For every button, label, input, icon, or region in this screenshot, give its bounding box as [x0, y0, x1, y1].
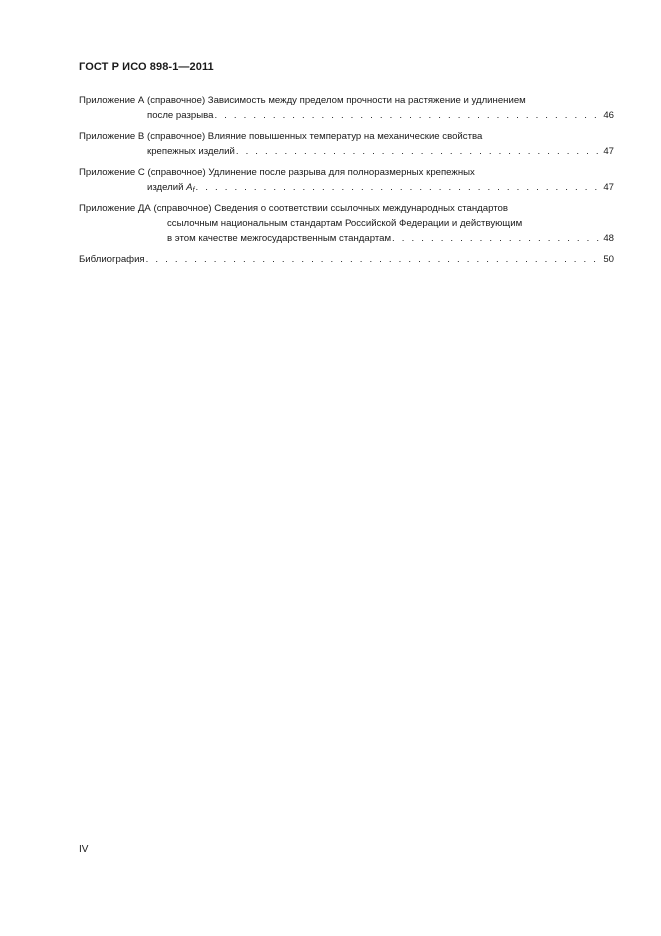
page-number: IV [79, 844, 89, 855]
toc-entry-title: Приложение ДА (справочное) Сведения о соответствии ссылочных международных стандартов [79, 203, 508, 214]
toc-entry-title-cont [147, 180, 195, 198]
toc-entry-leader-line [79, 231, 614, 246]
title-prefix: изделий [147, 182, 187, 193]
toc-entry-title-cont: после разрыва [147, 110, 214, 121]
toc-page-number: 47 [603, 182, 614, 193]
toc-entry-leader-line [79, 252, 614, 267]
toc-entry-title-cont: в этом качестве межгосударственным стандартам [167, 233, 392, 244]
toc-entry-title: Приложение В (справочное) Влияние повышенных температур на механические свойства [79, 131, 483, 142]
toc-page-number: 48 [603, 233, 614, 244]
toc-entry-title: Приложение А (справочное) Зависимость между пределом прочности на растяжение и удлинением [79, 95, 526, 106]
dot-leader [214, 108, 602, 123]
toc-entry-leader-line [79, 144, 614, 159]
toc-entry-appendix-da[interactable] [79, 201, 614, 246]
toc-entry-leader-line [79, 180, 614, 195]
symbol-elongation: A [186, 182, 193, 193]
toc-entry-title-cont: ссылочным национальным стандартам Российской Федерации и действующим [167, 218, 523, 229]
toc-entry-title: Библиография [79, 254, 145, 265]
toc-entry-appendix-a[interactable] [79, 93, 614, 123]
dot-leader [236, 144, 602, 159]
dot-leader [196, 180, 603, 195]
toc-page-number: 46 [603, 110, 614, 121]
toc-entry-title-cont: крепежных изделий [147, 146, 235, 157]
toc-page-number: 50 [603, 254, 614, 265]
toc-entry-leader-line [79, 108, 614, 123]
dot-leader [392, 231, 602, 246]
toc-entry-bibliography[interactable] [79, 252, 614, 267]
toc-entry-appendix-b[interactable] [79, 129, 614, 159]
toc-entry-appendix-c[interactable] [79, 165, 614, 195]
toc-page-number: 47 [603, 146, 614, 157]
toc-entry-title: Приложение С (справочное) Удлинение после разрыва для полноразмерных крепежных [79, 167, 475, 178]
symbol-subscript: f [192, 187, 195, 194]
dot-leader [146, 252, 603, 267]
table-of-contents [79, 93, 614, 273]
document-code: ГОСТ Р ИСО 898-1—2011 [79, 61, 214, 73]
